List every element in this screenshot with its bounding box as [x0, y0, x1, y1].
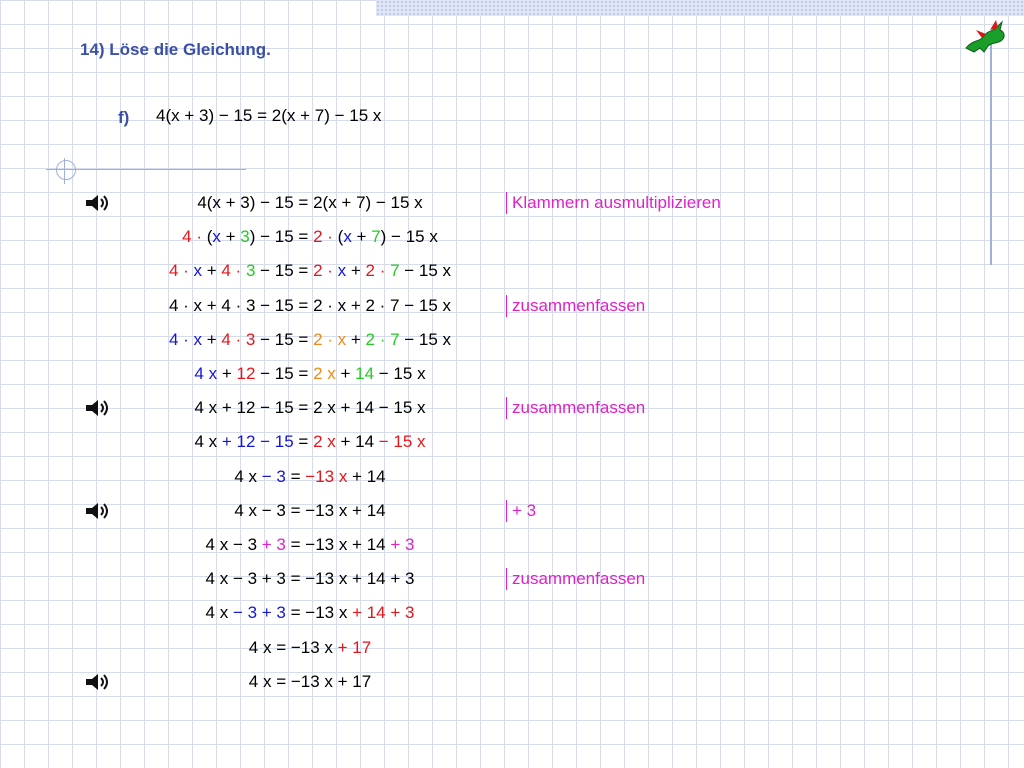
- equation-row: [0, 431, 620, 453]
- equation-term: −13 x: [305, 467, 348, 486]
- equation-term: 4(x + 3) − 15 = 2(x + 7) − 15 x: [156, 106, 382, 125]
- equation-term: +: [202, 261, 222, 280]
- equation-row: [0, 260, 620, 282]
- equation-term: 14: [355, 364, 375, 383]
- equation-term: 4 · x + 4 · 3 − 15 = 2 · x + 2 · 7 − 15 x: [168, 296, 452, 315]
- step-note: Klammern ausmultiplizieren: [506, 192, 721, 214]
- decor-crosshair-circle: [56, 160, 76, 180]
- equation-term: 4 x − 3 = −13 x + 14: [234, 501, 386, 520]
- logo-dragon-icon: [962, 18, 1010, 56]
- equation-term: 2 x: [313, 432, 336, 451]
- equation-term: 7: [371, 227, 381, 246]
- step-note: + 3: [506, 500, 536, 522]
- equation-term: x: [337, 261, 347, 280]
- equation-term: =: [293, 432, 314, 451]
- page-title: 14) Löse die Gleichung.: [80, 40, 271, 59]
- equation-term: x: [343, 227, 352, 246]
- equation-term: 4 x: [194, 432, 222, 451]
- equation-term: − 15 x: [399, 330, 452, 349]
- equation-row: [0, 329, 620, 351]
- equation-term: − 15 =: [255, 364, 314, 383]
- equation-row: [0, 226, 620, 248]
- equation-term: +: [335, 364, 356, 383]
- equation-term: 4 x − 3 + 3 = −13 x + 14 + 3: [205, 569, 415, 588]
- equation-term: 4 x = −13 x: [248, 638, 338, 657]
- equation-row: [0, 466, 620, 488]
- equation-term: 2 ·: [365, 261, 391, 280]
- equation-term: x: [212, 227, 221, 246]
- equation-row: [0, 363, 620, 385]
- equation-term: 2 ·: [313, 227, 338, 246]
- equation-term: +: [346, 330, 366, 349]
- equation-term: 4 x = −13 x + 17: [248, 672, 372, 691]
- equation-term: − 15 x: [378, 432, 426, 451]
- step-note: zusammenfassen: [506, 397, 645, 419]
- equation-term: 2 ·: [313, 261, 338, 280]
- equation-term: 4 ·: [182, 227, 207, 246]
- equation-row: [0, 602, 620, 624]
- equation-term: +: [220, 227, 241, 246]
- equation-term: +: [217, 364, 237, 383]
- equation-term: 7: [390, 261, 400, 280]
- header-equation: [156, 106, 381, 126]
- equation-term: + 14: [347, 467, 386, 486]
- equation-term: 4(x + 3) − 15 = 2(x + 7) − 15 x: [197, 193, 423, 212]
- equation-term: ) − 15 x: [380, 227, 438, 246]
- equation-term: 2 · 7: [365, 330, 400, 349]
- equation-term: +: [351, 227, 372, 246]
- step-note: zusammenfassen: [506, 295, 645, 317]
- equation-term: (: [206, 227, 213, 246]
- equation-term: − 15 x: [399, 261, 452, 280]
- equation-term: 4 ·: [168, 261, 194, 280]
- step-note: zusammenfassen: [506, 568, 645, 590]
- equation-term: + 3: [390, 535, 415, 554]
- equation-term: + 12 − 15: [221, 432, 294, 451]
- equation-term: x: [193, 261, 202, 280]
- equation-term: 2 x: [313, 364, 336, 383]
- decor-crosshair-line: [46, 169, 246, 170]
- equation-row: [0, 637, 620, 659]
- equation-term: − 3 + 3: [232, 603, 286, 622]
- equation-term: +: [346, 261, 366, 280]
- equation-term: 3: [245, 261, 256, 280]
- equation-term: 4 x: [234, 467, 262, 486]
- equation-term: 4 · 3: [221, 330, 256, 349]
- equation-term: +: [202, 330, 222, 349]
- speaker-icon[interactable]: [84, 501, 112, 521]
- equation-term: =: [285, 467, 306, 486]
- equation-term: − 3: [261, 467, 286, 486]
- equation-term: (: [337, 227, 344, 246]
- equation-term: + 17: [337, 638, 372, 657]
- equation-term: 4 · x: [168, 330, 202, 349]
- right-decor-line: [990, 40, 992, 265]
- equation-term: − 15 x: [374, 364, 426, 383]
- top-decor-band: [376, 0, 1024, 16]
- equation-term: 4 x − 3: [205, 535, 262, 554]
- speaker-icon[interactable]: [84, 398, 112, 418]
- equation-term: 4 x: [194, 364, 218, 383]
- speaker-icon[interactable]: [84, 672, 112, 692]
- equation-term: 2 · x: [313, 330, 347, 349]
- speaker-icon[interactable]: [84, 193, 112, 213]
- equation-term: − 15 =: [255, 330, 314, 349]
- equation-term: = −13 x: [285, 603, 353, 622]
- equation-term: − 15 =: [255, 261, 314, 280]
- equation-term: ) − 15 =: [249, 227, 314, 246]
- equation-term: = −13 x + 14: [285, 535, 391, 554]
- equation-term: 4 x: [205, 603, 233, 622]
- equation-term: 3: [240, 227, 250, 246]
- subtask-label: f): [118, 108, 130, 127]
- equation-term: + 14 + 3: [352, 603, 415, 622]
- equation-row: [0, 534, 620, 556]
- equation-term: + 3: [261, 535, 286, 554]
- equation-term: 4 ·: [221, 261, 246, 280]
- equation-term: 4 x + 12 − 15 = 2 x + 14 − 15 x: [194, 398, 426, 417]
- equation-term: 12: [236, 364, 256, 383]
- equation-term: + 14: [335, 432, 379, 451]
